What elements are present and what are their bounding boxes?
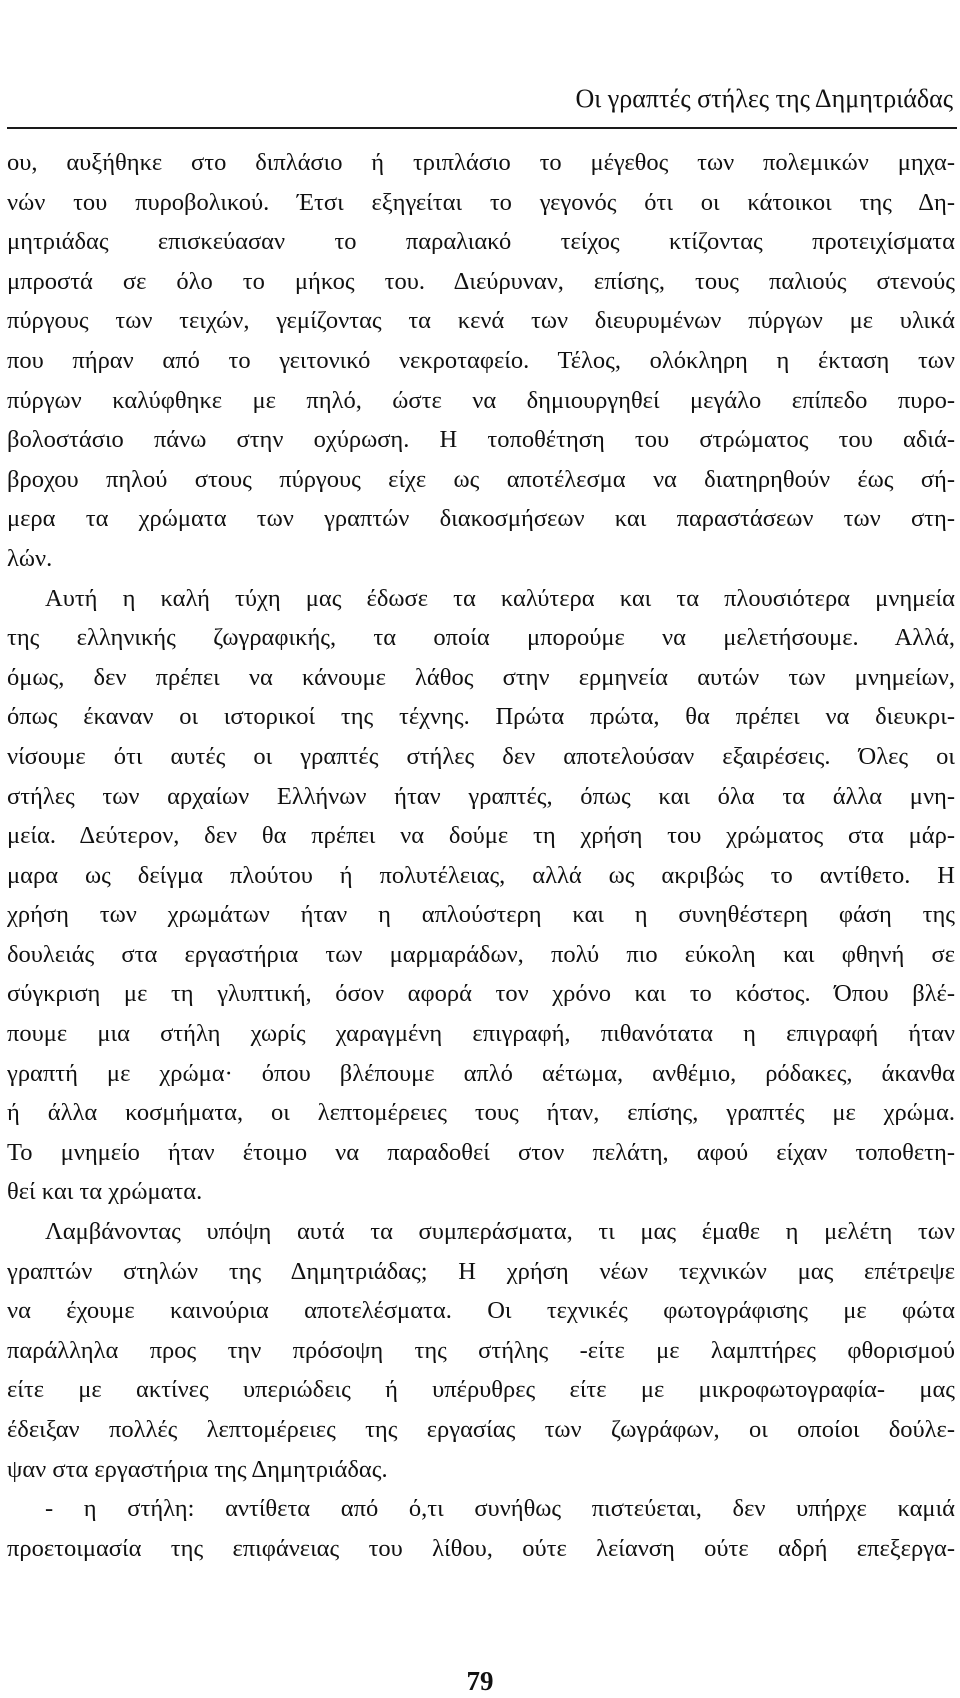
text-line: ου, αυξήθηκε στο διπλάσιο ή τριπλάσιο το μέγεθος των πολεμικών μηχα- — [7, 149, 955, 176]
text-line: της ελληνικής ζωγραφικής, τα οποία μπορούμε να μελετήσουμε. Αλλά, — [7, 624, 955, 652]
text-line: όμως, δεν πρέπει να κάνουμε λάθος στην ερμηνεία αυτών των μνημείων, — [7, 663, 955, 691]
text-line: είτε με ακτίνες υπεριώδεις ή υπέρυθρες είτε με μικροφωτογραφία- μας — [7, 1376, 955, 1404]
text-line: πύργους των τειχών, γεμίζοντας τα κενά των διευρυμένων πύργων με υλικά — [7, 307, 955, 335]
text-line: παράλληλα προς την πρόσοψη της στήλης -είτε με λαμπτήρες φθορισμού — [7, 1336, 955, 1364]
text-line: πουμε μια στήλη χωρίς χαραγμένη επιγραφή, πιθανότατα η επιγραφή ήταν — [7, 1020, 955, 1048]
text-line: ή άλλα κοσμήματα, οι λεπτομέρειες τους ήταν, επίσης, γραπτές με χρώμα. — [7, 1099, 955, 1127]
text-line: μπροστά σε όλο το μήκος του. Διεύρυναν, επίσης, τους παλιούς στενούς — [7, 267, 955, 295]
text-line: χρήση των χρωμάτων ήταν η απλούστερη και η συνηθέστερη φάση της — [7, 901, 955, 929]
text-line: βολοστάσιο πάνω στην οχύρωση. Η τοποθέτηση του στρώματος του αδιά- — [7, 426, 955, 454]
text-line: προετοιμασία της επιφάνειας του λίθου, ούτε λείανση ούτε αδρή επεξεργα- — [7, 1534, 955, 1562]
text-line: να έχουμε καινούρια αποτελέσματα. Οι τεχνικές φωτογράφισης με φώτα — [7, 1297, 955, 1325]
text-line: μητριάδας επισκεύασαν το παραλιακό τείχος κτίζοντας προτειχίσματα — [7, 228, 955, 256]
body-text — [7, 143, 955, 1568]
text-line: γραπτών στηλών της Δημητριάδας; Η χρήση νέων τεχνικών μας επέτρεψε — [7, 1257, 955, 1285]
text-line: λών. — [7, 544, 53, 572]
text-line: γραπτή με χρώμα· όπου βλέπουμε απλό αέτωμα, ανθέμιο, ρόδακες, άκανθα — [7, 1059, 955, 1087]
text-line: δουλειάς στα εργαστήρια των μαρμαράδων, πολύ πιο εύκολη και φθηνή σε — [7, 940, 955, 968]
text-line: που πήραν από το γειτονικό νεκροταφείο. Τέλος, ολόκληρη η έκταση των — [7, 346, 955, 374]
text-line: ψαν στα εργαστήρια της Δημητριάδας. — [7, 1455, 388, 1483]
text-line: νών του πυροβολικού. Έτσι εξηγείται το γεγονός ότι οι κάτοικοι της Δη- — [7, 188, 955, 216]
text-line: νίσουμε ότι αυτές οι γραπτές στήλες δεν αποτελούσαν εξαιρέσεις. Όλες οι — [7, 742, 955, 770]
text-line: στήλες των αρχαίων Ελλήνων ήταν γραπτές, όπως και όλα τα άλλα μνη- — [7, 782, 955, 810]
text-line: - η στήλη: αντίθετα από ό,τι συνήθως πιστεύεται, δεν υπήρχε καμιά — [45, 1495, 955, 1523]
text-line: Αυτή η καλή τύχη μας έδωσε τα καλύτερα και τα πλουσιότερα μνημεία — [45, 584, 955, 612]
running-header: Οι γραπτές στήλες της Δημητριάδας — [575, 84, 953, 113]
text-line: πύργων καλύφθηκε με πηλό, ώστε να δημιουργηθεί μεγάλο επίπεδο πυρο- — [7, 386, 955, 414]
page-number: 79 — [466, 1666, 494, 1696]
header-rule — [7, 127, 957, 129]
text-line: Το μνημείο ήταν έτοιμο να παραδοθεί στον πελάτη, αφού είχαν τοποθετη- — [7, 1138, 955, 1166]
text-line: Λαμβάνοντας υπόψη αυτά τα συμπεράσματα, τι μας έμαθε η μελέτη των — [45, 1218, 955, 1246]
text-line: θεί και τα χρώματα. — [7, 1178, 203, 1206]
text-line: μεία. Δεύτερον, δεν θα πρέπει να δούμε τη χρήση του χρώματος στα μάρ- — [7, 822, 955, 850]
text-line: μερα τα χρώματα των γραπτών διακοσμήσεων και παραστάσεων των στη- — [7, 505, 955, 533]
text-line: έδειξαν πολλές λεπτομέρειες της εργασίας των ζωγράφων, οι οποίοι δούλε- — [7, 1416, 955, 1443]
text-line: βροχου πηλού στους πύργους είχε ως αποτέλεσμα να διατηρηθούν έως σή- — [7, 465, 955, 493]
text-line: όπως έκαναν οι ιστορικοί της τέχνης. Πρώτα πρώτα, θα πρέπει να διευκρι- — [7, 703, 955, 731]
text-line: μαρα ως δείγμα πλούτου ή πολυτέλειας, αλλά ως ακριβώς το αντίθετο. Η — [7, 861, 955, 889]
text-line: σύγκριση με τη γλυπτική, όσον αφορά τον χρόνο και το κόστος. Όπου βλέ- — [7, 980, 955, 1008]
